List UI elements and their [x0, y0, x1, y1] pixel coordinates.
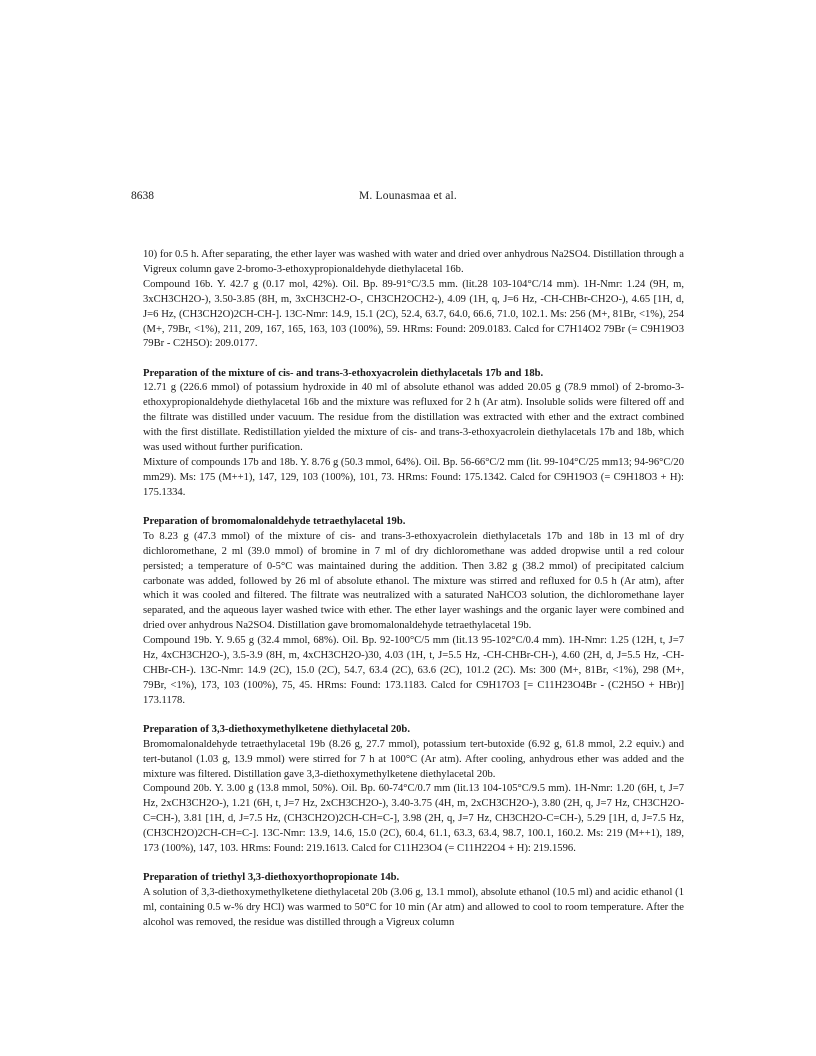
running-head: M. Lounasmaa et al. [358, 190, 457, 202]
section-heading: Preparation of 3,3-diethoxymethylketene diethylacetal 20b. [143, 723, 410, 735]
page-header [0, 190, 816, 208]
section-spacer [143, 709, 684, 723]
section-heading: Preparation of the mixture of cis- and trans-3-ethoxyacrolein diethylacetals 17b and 18b. [143, 367, 544, 379]
section-spacer [143, 857, 684, 871]
section-heading: Preparation of triethyl 3,3-diethoxyorthopropionate 14b. [143, 872, 400, 884]
body-paragraph: 12.71 g (226.6 mmol) of potassium hydroxide in 40 ml of absolute ethanol was added 20.05 g (78.9 mmol) of 2-bromo-3-ethoxypropionaldehyde diethylacetal 16b and the mixture was refluxed for 2 h (Ar atm). Insoluble solids were filtered off and the filtrate was distilled under vacuum. The residue from the distillation was extracted with ether and the extract combined with the first distillate. Redistillation yielded the mixture of cis- and trans-3-ethoxyacrolein diethylacetals 17b and 18b, which was used without further purification. [143, 382, 684, 454]
body-paragraph: Compound 20b. Y. 3.00 g (13.8 mmol, 50%). Oil. Bp. 60-74°C/0.7 mm (lit.13 104-105°C/9.5 mm). 1H-Nmr: 1.20 (6H, t, J=7 Hz, 2xCH3CH2O-), 1.21 (6H, t, J=7 Hz, 2xCH3CH2O-), 3.40-3.75 (4H, m, 2xCH3CH2O-), 3.80 (2H, q, J=7 Hz, CH3CH2O-C=CH-), 3.81 [1H, d, J=7.5 Hz, (CH3CH2O)2CH-CH=C-], 3.98 (2H, q, J=7 Hz, CH3CH2O-C=CH-), 5.29 [1H, d, J=7.5 Hz, (CH3CH2O)2CH-CH=C-]. 13C-Nmr: 13.9, 14.6, 15.0 (2C), 60.4, 61.1, 63.3, 63.4, 98.7, 100.1, 160.2. Ms: 219 (M++1), 189, 173 (100%), 147, 103. HRms: Found: 219.1613. Calcd for C11H23O4 (= C11H22O4 + H): 219.1596. [143, 783, 684, 855]
body-paragraph: Compound 19b. Y. 9.65 g (32.4 mmol, 68%). Oil. Bp. 92-100°C/5 mm (lit.13 95-102°C/0.4 mm). 1H-Nmr: 1.25 (12H, t, J=7 Hz, 4xCH3CH2O-), 3.5-3.9 (8H, m, 4xCH3CH2O-)30, 4.03 (1H, t, J=5.5 Hz, -CH-CHBr-CH-), 4.60 (2H, d, J=5.5 Hz, -CH-CHBr-CH-). 13C-Nmr: 14.9 (2C), 15.0 (2C), 54.7, 63.4 (2C), 63.6 (2C), 101.2 (2C). Ms: 300 (M+, 81Br, <1%), 298 (M+, 79Br, <1%), 173, 103 (100%), 75, 45. HRms: Found: 173.1183. Calcd for C9H17O3 [= C11H23O4Br - (C2H5O + HBr)] 173.1178. [143, 635, 684, 706]
body-paragraph: 10) for 0.5 h. After separating, the ether layer was washed with water and dried over anhydrous Na2SO4. Distillation through a Vigreux column gave 2-bromo-3-ethoxypropionaldehyde diethylacetal 16b. [143, 249, 684, 275]
section-spacer [143, 352, 684, 366]
section-spacer [143, 501, 684, 515]
body-text-column [143, 248, 684, 931]
body-paragraph: To 8.23 g (47.3 mmol) of the mixture of cis- and trans-3-ethoxyacrolein diethylacetals 17b and 18b in 13 ml of dry dichloromethane, 2 ml (39.0 mmol) of bromine in 7 ml of dry dichloromethane was added dropwise until a red colour persisted; a temperature of 0-5°C was maintained during the addition. Then 3.82 g (38.2 mmol) of precipitated calcium carbonate was added, followed by 26 ml of absolute ethanol. The mixture was stirred and refluxed for 0.5 h (Ar atm), after which it was cooled and filtered. The filtrate was neutralized with a saturated NaHCO3 solution, the dichloromethane layer separated, and the aqueous layer washed twice with ether. The ether layer washings and the organic layer were combined and dried over anhydrous Na2SO4. Distillation gave bromomalonaldehyde tetraethylacetal 19b. [143, 530, 684, 632]
body-paragraph: Compound 16b. Y. 42.7 g (0.17 mol, 42%). Oil. Bp. 89-91°C/3.5 mm. (lit.28 103-104°C/14 mm). 1H-Nmr: 1.24 (9H, m, 3xCH3CH2O-), 3.50-3.85 (8H, m, 3xCH3CH2-O-, CH3CH2OCH2-), 4.09 (1H, q, J=6 Hz, -CH-CHBr-CH2O-), 4.65 [1H, d, J=6 Hz, (CH3CH2O)2CH-CH-]. 13C-Nmr: 14.9, 15.1 (2C), 52.4, 63.7, 64.0, 66.6, 71.0, 102.1. Ms: 256 (M+, 81Br, <1%), 254 (M+, 79Br, <1%), 211, 209, 167, 165, 163, 103 (100%), 59. HRms: Found: 209.0183. Calcd for C7H14O2 79Br (= C9H19O3 79Br - C2H5O): 209.0177. [143, 278, 684, 350]
page-number: 8638 [131, 190, 154, 202]
section-heading: Preparation of bromomalonaldehyde tetraethylacetal 19b. [143, 515, 406, 527]
body-paragraph: Mixture of compounds 17b and 18b. Y. 8.76 g (50.3 mmol, 64%). Oil. Bp. 56-66°C/2 mm (lit. 99-104°C/25 mm13; 94-96°C/20 mm29). Ms: 175 (M++1), 147, 129, 103 (100%), 101, 73. HRms: Found: 175.1342. Calcd for C9H19O3 (= C9H18O3 + H): 175.1334. [143, 456, 684, 498]
body-paragraph: Bromomalonaldehyde tetraethylacetal 19b (8.26 g, 27.7 mmol), potassium tert-butoxide (6.92 g, 61.8 mmol, 2.2 equiv.) and tert-butanol (1.03 g, 13.9 mmol) were stirred for 7 h at 100°C (Ar atm). After cooling, anhydrous ether was added and the mixture was filtered. Distillation gave 3,3-diethoxymethylketene diethylacetal 20b. [143, 738, 684, 780]
body-paragraph: A solution of 3,3-diethoxymethylketene diethylacetal 20b (3.06 g, 13.1 mmol), absolute ethanol (10.5 ml) and acidic ethanol (1 ml, containing 0.5 w-% dry HCl) was warmed to 50°C for 10 min (Ar atm) and allowed to cool to room temperature. After the alcohol was removed, the residue was distilled through a Vigreux column [143, 887, 684, 928]
